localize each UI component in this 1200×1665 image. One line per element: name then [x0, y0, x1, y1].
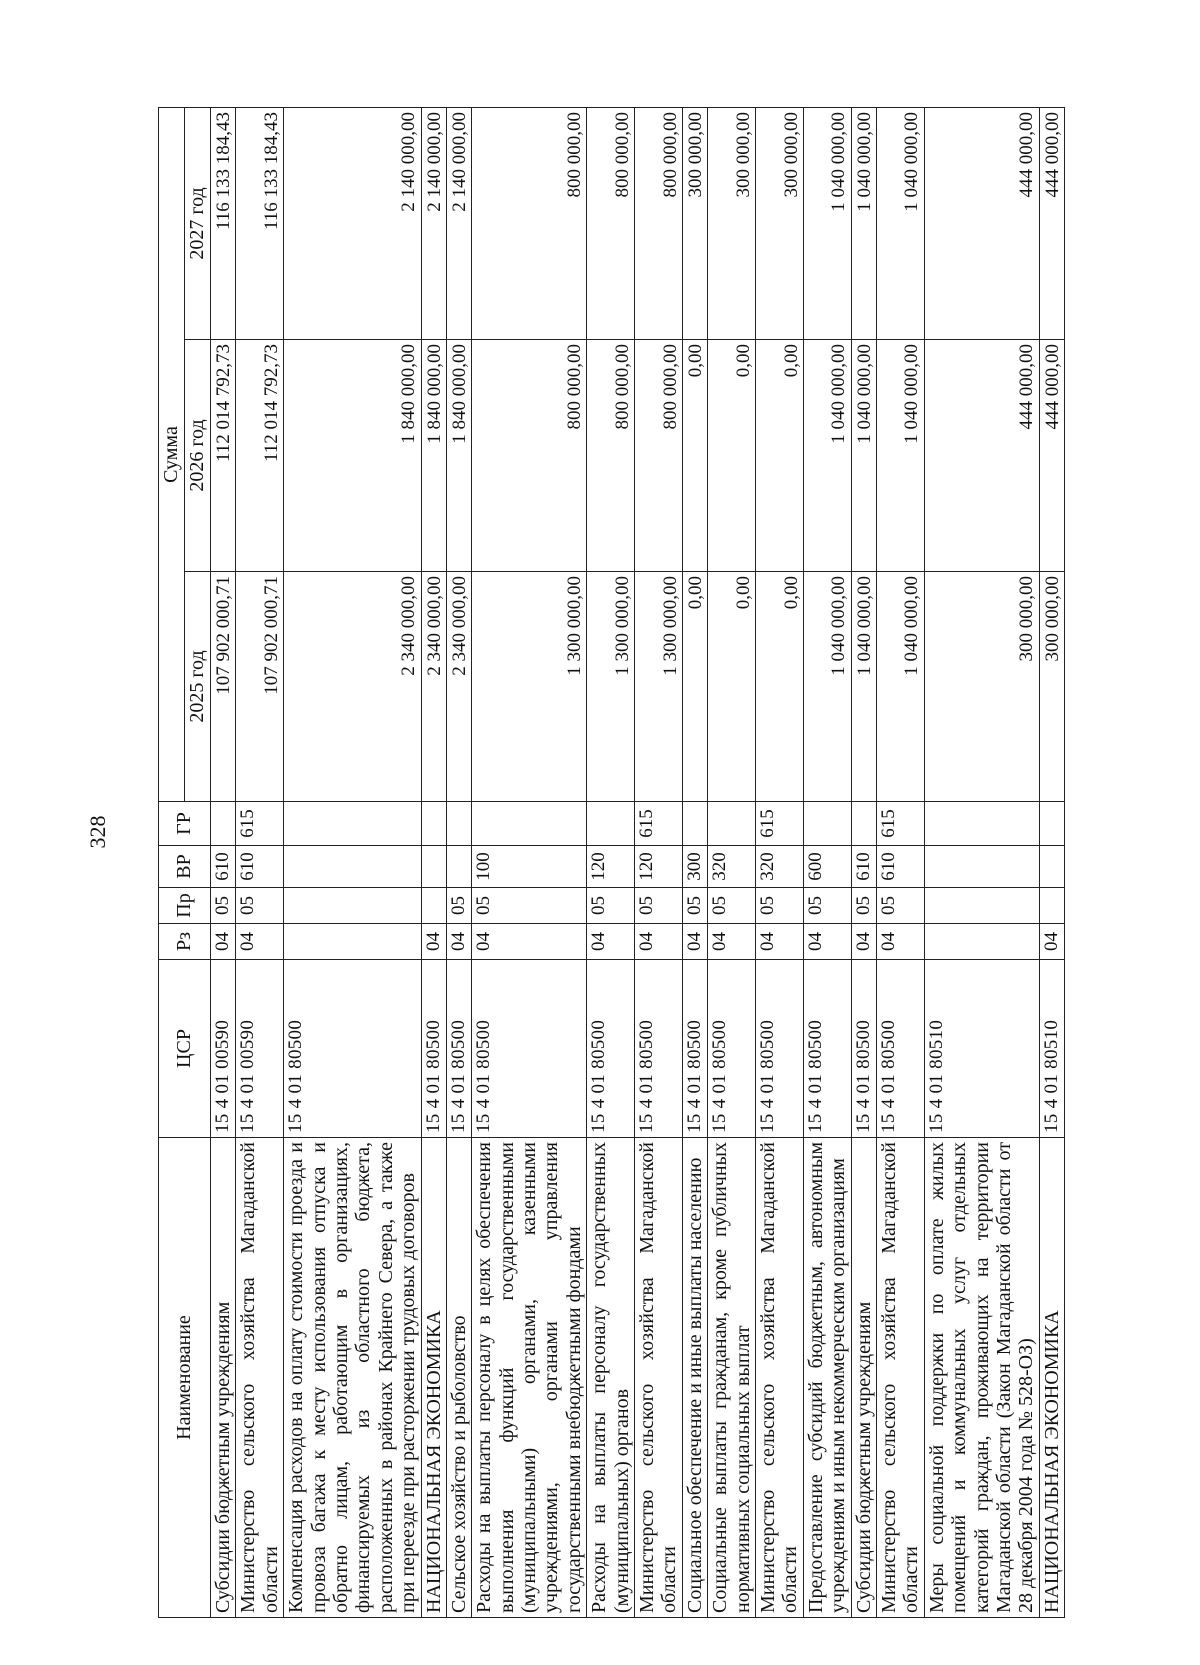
row-gr: [682, 802, 707, 846]
row-pr: [924, 888, 1039, 924]
header-name: Наименование: [159, 1138, 211, 1618]
row-pr: 05: [682, 888, 707, 924]
row-sum-2025: 1 300 000,00: [587, 572, 635, 802]
table-row: [421, 107, 446, 1617]
row-gr: [421, 802, 446, 846]
row-name: Субсидии бюджетным учреждениям: [211, 1138, 236, 1618]
row-vr: [446, 846, 471, 888]
row-sum-2027: 2 140 000,00: [421, 107, 446, 339]
row-name: Социальные выплаты гражданам, кроме публичных нормативных социальных выплат: [708, 1138, 756, 1618]
row-sum-2026: 1 840 000,00: [284, 340, 421, 572]
table-row: [446, 107, 471, 1617]
row-csr: 15 4 01 80500: [755, 960, 803, 1138]
row-vr: 320: [755, 846, 803, 888]
row-vr: 120: [635, 846, 683, 888]
row-sum-2026: 444 000,00: [1039, 340, 1064, 572]
header-rz: Рз: [159, 924, 211, 960]
row-sum-2026: 800 000,00: [587, 340, 635, 572]
row-pr: 05: [755, 888, 803, 924]
row-name: Меры социальной поддержки по оплате жилых помещений и коммунальных услуг отдельных категорий граждан, проживающих на территории Магаданской области (Закон Магаданской области от 28 декабря 2004 года № 528-ОЗ): [924, 1138, 1039, 1618]
row-pr: 05: [211, 888, 236, 924]
row-sum-2027: 444 000,00: [924, 107, 1039, 339]
row-csr: 15 4 01 80500: [587, 960, 635, 1138]
row-sum-2026: 800 000,00: [472, 340, 587, 572]
row-csr: 15 4 01 80500: [803, 960, 851, 1138]
row-pr: 05: [236, 888, 284, 924]
table-row: [211, 107, 236, 1617]
header-2026: 2026 год: [185, 340, 211, 572]
row-sum-2027: 300 000,00: [682, 107, 707, 339]
row-vr: 600: [803, 846, 851, 888]
row-vr: 610: [236, 846, 284, 888]
row-sum-2027: 116 133 184,43: [236, 107, 284, 339]
row-csr: 15 4 01 80500: [851, 960, 876, 1138]
row-name: Министерство сельского хозяйства Магаданской области: [236, 1138, 284, 1618]
row-rz: 04: [708, 924, 756, 960]
table-row: [236, 107, 284, 1617]
header-vr: ВР: [159, 846, 211, 888]
table-row: [587, 107, 635, 1617]
row-sum-2026: 112 014 792,73: [211, 340, 236, 572]
row-gr: 615: [755, 802, 803, 846]
row-sum-2027: 1 040 000,00: [803, 107, 851, 339]
row-sum-2025: 2 340 000,00: [284, 572, 421, 802]
row-sum-2025: 2 340 000,00: [446, 572, 471, 802]
row-sum-2026: 444 000,00: [924, 340, 1039, 572]
row-csr: 15 4 01 80510: [1039, 960, 1064, 1138]
row-sum-2025: 1 040 000,00: [803, 572, 851, 802]
row-sum-2026: 1 040 000,00: [851, 340, 876, 572]
row-name: Социальное обеспечение и иные выплаты населению: [682, 1138, 707, 1618]
row-sum-2025: 2 340 000,00: [421, 572, 446, 802]
row-name: Предоставление субсидий бюджетным, автономным учреждениям и иным некоммерческим организациям: [803, 1138, 851, 1618]
header-gr: ГР: [159, 802, 211, 846]
row-csr: 15 4 01 80500: [284, 960, 421, 1138]
row-pr: [1039, 888, 1064, 924]
row-rz: 04: [851, 924, 876, 960]
table-row: [851, 107, 876, 1617]
row-sum-2027: 1 040 000,00: [876, 107, 924, 339]
row-sum-2026: 112 014 792,73: [236, 340, 284, 572]
row-csr: 15 4 01 80500: [421, 960, 446, 1138]
row-name: Министерство сельского хозяйства Магаданской области: [876, 1138, 924, 1618]
table-row: [924, 107, 1039, 1617]
row-rz: 04: [803, 924, 851, 960]
row-sum-2025: 1 300 000,00: [472, 572, 587, 802]
header-2025: 2025 год: [185, 572, 211, 802]
row-sum-2027: 300 000,00: [708, 107, 756, 339]
row-pr: 05: [587, 888, 635, 924]
row-gr: [587, 802, 635, 846]
row-sum-2025: 300 000,00: [1039, 572, 1064, 802]
row-pr: 05: [446, 888, 471, 924]
row-sum-2027: 800 000,00: [635, 107, 683, 339]
row-rz: [284, 924, 421, 960]
row-rz: 04: [682, 924, 707, 960]
row-csr: 15 4 01 80500: [472, 960, 587, 1138]
row-rz: 04: [211, 924, 236, 960]
row-csr: 15 4 01 80500: [446, 960, 471, 1138]
row-vr: 610: [876, 846, 924, 888]
row-sum-2025: 107 902 000,71: [236, 572, 284, 802]
header-sum: Сумма: [159, 107, 185, 801]
row-sum-2025: 1 300 000,00: [635, 572, 683, 802]
row-name: Сельское хозяйство и рыболовство: [446, 1138, 471, 1618]
table-row: [755, 107, 803, 1617]
row-sum-2026: 0,00: [708, 340, 756, 572]
row-rz: 04: [472, 924, 587, 960]
row-sum-2025: 300 000,00: [924, 572, 1039, 802]
row-vr: 320: [708, 846, 756, 888]
row-rz: 04: [236, 924, 284, 960]
page-number: 328: [85, 815, 110, 849]
row-name: Министерство сельского хозяйства Магаданской области: [635, 1138, 683, 1618]
table-row: [708, 107, 756, 1617]
row-sum-2027: 800 000,00: [587, 107, 635, 339]
row-gr: [708, 802, 756, 846]
table-body: [211, 107, 1065, 1617]
table-row: [1039, 107, 1064, 1617]
row-sum-2026: 1 040 000,00: [803, 340, 851, 572]
row-pr: [421, 888, 446, 924]
table-row: [876, 107, 924, 1617]
row-csr: 15 4 01 00590: [211, 960, 236, 1138]
row-gr: [472, 802, 587, 846]
table-row: [472, 107, 587, 1617]
row-sum-2026: 1 840 000,00: [421, 340, 446, 572]
row-csr: 15 4 01 80500: [682, 960, 707, 1138]
row-gr: [803, 802, 851, 846]
row-pr: 05: [851, 888, 876, 924]
row-rz: 04: [755, 924, 803, 960]
row-vr: [284, 846, 421, 888]
row-gr: [1039, 802, 1064, 846]
row-rz: 04: [587, 924, 635, 960]
row-sum-2027: 300 000,00: [755, 107, 803, 339]
row-pr: 05: [708, 888, 756, 924]
row-pr: 05: [876, 888, 924, 924]
table-row: [803, 107, 851, 1617]
row-sum-2026: 0,00: [682, 340, 707, 572]
row-sum-2026: 0,00: [755, 340, 803, 572]
row-pr: 05: [472, 888, 587, 924]
row-sum-2025: 0,00: [682, 572, 707, 802]
row-gr: [851, 802, 876, 846]
row-pr: 05: [803, 888, 851, 924]
row-name: Субсидии бюджетным учреждениям: [851, 1138, 876, 1618]
table-row: [284, 107, 421, 1617]
row-pr: [284, 888, 421, 924]
row-csr: 15 4 01 80510: [924, 960, 1039, 1138]
row-gr: 615: [635, 802, 683, 846]
row-vr: 120: [587, 846, 635, 888]
header-csr: ЦСР: [159, 960, 211, 1138]
row-gr: 615: [876, 802, 924, 846]
row-sum-2027: 1 040 000,00: [851, 107, 876, 339]
row-rz: 04: [876, 924, 924, 960]
row-sum-2026: 800 000,00: [635, 340, 683, 572]
row-gr: [924, 802, 1039, 846]
row-sum-2025: 1 040 000,00: [876, 572, 924, 802]
row-sum-2027: 444 000,00: [1039, 107, 1064, 339]
row-sum-2027: 800 000,00: [472, 107, 587, 339]
row-rz: 04: [446, 924, 471, 960]
row-name: НАЦИОНАЛЬНАЯ ЭКОНОМИКА: [1039, 1138, 1064, 1618]
row-vr: [924, 846, 1039, 888]
header-2027: 2027 год: [185, 107, 211, 339]
table-row: [635, 107, 683, 1617]
table-header: [159, 107, 211, 1617]
row-csr: 15 4 01 80500: [635, 960, 683, 1138]
row-sum-2026: 1 040 000,00: [876, 340, 924, 572]
row-sum-2026: 1 840 000,00: [446, 340, 471, 572]
row-vr: 100: [472, 846, 587, 888]
row-gr: [211, 802, 236, 846]
row-rz: 04: [421, 924, 446, 960]
rotated-table-container: [158, 108, 1063, 1618]
row-sum-2027: 2 140 000,00: [446, 107, 471, 339]
row-gr: [284, 802, 421, 846]
row-name: Министерство сельского хозяйства Магаданской области: [755, 1138, 803, 1618]
row-vr: 300: [682, 846, 707, 888]
row-rz: 04: [1039, 924, 1064, 960]
row-sum-2027: 2 140 000,00: [284, 107, 421, 339]
row-vr: [421, 846, 446, 888]
row-name: НАЦИОНАЛЬНАЯ ЭКОНОМИКА: [421, 1138, 446, 1618]
row-sum-2025: 0,00: [755, 572, 803, 802]
row-sum-2025: 0,00: [708, 572, 756, 802]
row-name: Компенсация расходов на оплату стоимости проезда и провоза багажа к месту использования отпуска и обратно лицам, работающим в организациях, финансируемых из областного бюджета, расположенных в районах Крайнего Севера, а также при переезде при расторжении трудовых договоров: [284, 1138, 421, 1618]
row-csr: 15 4 01 00590: [236, 960, 284, 1138]
row-csr: 15 4 01 80500: [876, 960, 924, 1138]
row-vr: [1039, 846, 1064, 888]
row-rz: 04: [635, 924, 683, 960]
row-gr: 615: [236, 802, 284, 846]
table-row: [682, 107, 707, 1617]
row-gr: [446, 802, 471, 846]
row-sum-2025: 107 902 000,71: [211, 572, 236, 802]
row-rz: [924, 924, 1039, 960]
row-name: Расходы на выплаты персоналу в целях обеспечения выполнения функций государственными (муниципальными) органами, казенными учреждениями, органами управления государственными внебюджетными фондами: [472, 1138, 587, 1618]
row-csr: 15 4 01 80500: [708, 960, 756, 1138]
budget-table: [158, 107, 1065, 1618]
row-pr: 05: [635, 888, 683, 924]
row-name: Расходы на выплаты персоналу государственных (муниципальных) органов: [587, 1138, 635, 1618]
row-vr: 610: [211, 846, 236, 888]
row-sum-2025: 1 040 000,00: [851, 572, 876, 802]
row-vr: 610: [851, 846, 876, 888]
header-pr: Пр: [159, 888, 211, 924]
row-sum-2027: 116 133 184,43: [211, 107, 236, 339]
